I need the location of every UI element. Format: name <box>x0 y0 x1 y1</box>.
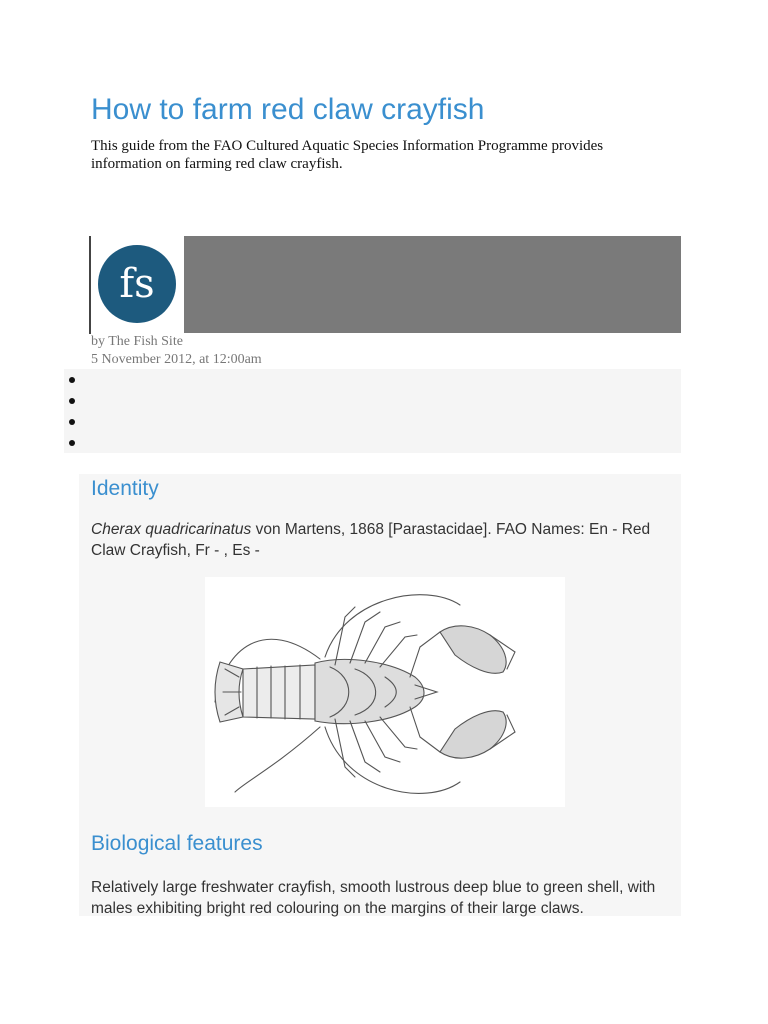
crayfish-figure <box>205 577 565 807</box>
page-title: How to farm red claw crayfish <box>91 93 485 126</box>
identity-heading: Identity <box>91 477 159 500</box>
share-item[interactable] <box>64 411 681 432</box>
identity-text <box>91 519 671 561</box>
share-list <box>64 369 681 453</box>
author-divider <box>89 236 91 334</box>
publish-date: 5 November 2012, at 12:00am <box>91 352 262 367</box>
byline <box>91 333 262 369</box>
article-intro: This guide from the FAO Cultured Aquatic Species Information Programme provides information on farming red claw crayfish. <box>91 138 604 172</box>
share-item[interactable] <box>64 390 681 411</box>
logo-text: fs <box>119 261 155 307</box>
identity-description: von Martens, 1868 [Parastacidae]. FAO Names: En - Red Claw Crayfish, Fr - , Es - <box>91 521 651 559</box>
bullet-icon <box>69 377 75 383</box>
share-links-box <box>64 369 681 453</box>
share-item[interactable] <box>64 369 681 390</box>
bullet-icon <box>69 398 75 404</box>
share-item[interactable] <box>64 432 681 453</box>
species-name: Cherax quadricarinatus <box>91 521 252 538</box>
fs-logo-icon <box>98 245 176 323</box>
author-banner <box>184 236 681 333</box>
biological-features-text: Relatively large freshwater crayfish, smooth lustrous deep blue to green shell, with males exhibiting bright red colouring on the margins of their large claws. <box>91 879 656 917</box>
biological-features-heading: Biological features <box>91 832 263 855</box>
bullet-icon <box>69 419 75 425</box>
bullet-icon <box>69 440 75 446</box>
fish-site-logo[interactable] <box>98 245 176 323</box>
author-name[interactable]: by The Fish Site <box>91 334 183 349</box>
crayfish-illustration-icon <box>205 577 565 807</box>
